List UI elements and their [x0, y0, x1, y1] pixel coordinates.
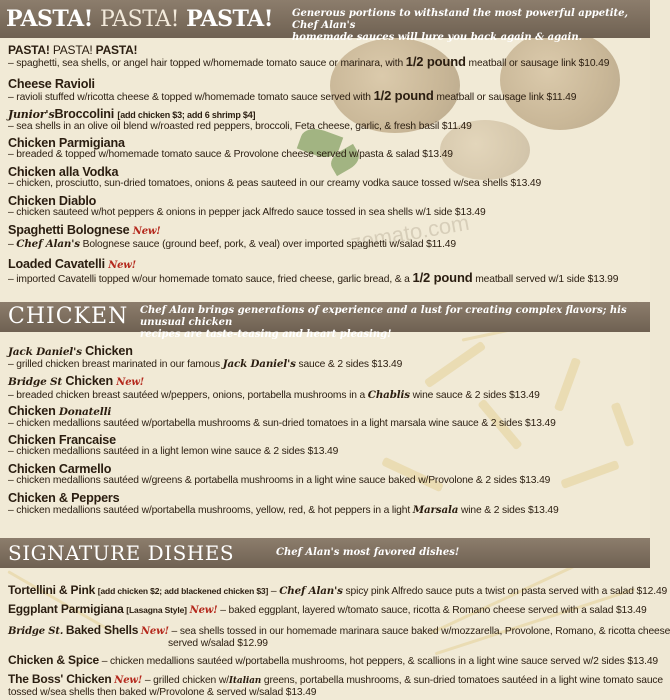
item-name: Spaghetti Bolognese New!: [8, 223, 161, 237]
menu-item: [8, 492, 644, 517]
menu-item: [8, 434, 644, 458]
item-description: – grilled chicken breast marinated in our famous Jack Daniel's sauce & 2 sides $13.49: [8, 358, 403, 370]
new-badge: New!: [114, 675, 143, 686]
item-line: Bridge St. Baked Shells New! – sea shells tossed in our homemade marinara sauce baked w/mozzarella, Provolone, Romano, & ricotta cheese: [8, 623, 670, 637]
item-line: The Boss' Chicken New! – grilled chicken w/Italian greens, portabella mushrooms, & sun-dried tomatoes sautéed in a light wine tomato sauce: [8, 672, 663, 686]
menu-item: [8, 258, 644, 286]
menu-item: [8, 108, 644, 133]
item-line-2: tossed w/sea shells then baked w/Provolone & served w/salad $13.49: [8, 687, 317, 698]
item-name: Loaded Cavatelli New!: [8, 257, 136, 271]
item-name: Eggplant Parmigiana: [8, 602, 124, 616]
item-description: – sea shells in an olive oil blend w/roasted red peppers, broccoli, Feta cheese, garlic, & fresh basil $11.49: [8, 121, 472, 132]
new-badge: New!: [189, 605, 218, 616]
menu-item: [8, 463, 644, 487]
item-description: – chicken, prosciutto, sun-dried tomatoes, onions & peas sauteed in our creamy vodka sauce tossed w/sea shells $13.49: [8, 178, 542, 189]
item-description: – chicken medallions sautéed w/portabella mushrooms, yellow, red, & hot peppers in a light Marsala wine & 2 sides $13.49: [8, 504, 559, 516]
item-name: The Boss' Chicken: [8, 672, 112, 686]
item-name: Junior'sBroccolini [add chicken $3; add 6 shrimp $4]: [8, 107, 256, 121]
signature-header-tagline: Chef Alan's most favored dishes!: [276, 547, 460, 558]
watermark: zomato.com: [348, 209, 472, 256]
item-description: – chicken medallions sautéed w/portabella mushrooms & sun-dried tomatoes in a light marsala wine sauce & 2 sides $13.49: [8, 418, 556, 429]
signature-header: [0, 538, 650, 568]
item-name: Chicken Diablo: [8, 194, 97, 208]
item-line: Eggplant Parmigiana [Lasagna Style] New! – baked eggplant, layered w/tomato sauce, ricotta & Romano cheese served with a salad $13.49: [8, 602, 647, 616]
signature-header-title: SIGNATURE DISHES: [8, 541, 235, 565]
menu-item: [8, 602, 647, 617]
pasta-header-title: [6, 6, 273, 32]
menu-item: [8, 623, 670, 650]
item-name: Chicken & Peppers: [8, 491, 120, 505]
item-description: – ravioli stuffed w/ricotta cheese & topped w/homemade tomato sauce served with 1/2 pound meatball or sausage link $11.49: [8, 88, 577, 103]
item-name: Jack Daniel's Chicken: [8, 344, 133, 358]
new-badge: New!: [108, 260, 136, 271]
item-description: – breaded chicken breast sautéed w/peppers, onions, portabella mushrooms in a Chablis wine sauce & 2 sides $13.49: [8, 389, 540, 401]
item-description: – chicken medallions sautéed w/greens & portabella mushrooms in a light wine sauce baked w/Provolone & 2 sides $13.49: [8, 475, 551, 486]
new-badge: New!: [116, 377, 144, 388]
item-name: PASTA! PASTA! PASTA!: [8, 43, 138, 57]
chicken-header-tagline: Chef Alan brings generations of experience and a lust for creating complex flavors; his unusual chicken recipes are taste-teasing and heart pleasing!: [140, 305, 627, 340]
item-name: Chicken Francaise: [8, 433, 116, 447]
item-description: – chicken sauteed w/hot peppers & onions in pepper jack Alfredo sauce tossed in sea shells w/1 side $13.49: [8, 207, 486, 218]
menu-item: [8, 672, 663, 699]
item-name: Bridge St Chicken New!: [8, 374, 144, 388]
item-line: Chicken & Spice – chicken medallions sautéed w/portabella mushrooms, hot peppers, & scallions in a light wine sauce served w/2 sides $13.49: [8, 653, 658, 667]
item-name: Cheese Ravioli: [8, 77, 95, 91]
item-line: Tortellini & Pink [add chicken $2; add blackened chicken $3] – Chef Alan's spicy pink Alfredo sauce puts a twist on pasta served with a salad $12.49: [8, 583, 668, 597]
item-name: Baked Shells: [65, 623, 139, 637]
item-name: Chicken Carmello: [8, 462, 112, 476]
chicken-header-title: CHICKEN: [8, 304, 129, 329]
pasta-title-3: PASTA!: [186, 6, 273, 32]
item-description: – chicken medallions sautéed in a light lemon wine sauce & 2 sides $13.49: [8, 446, 339, 457]
new-badge: New!: [140, 626, 169, 637]
menu-item: [8, 44, 644, 70]
menu-item: [8, 78, 644, 104]
item-line-2: served w/salad $12.99: [168, 638, 268, 649]
new-badge: New!: [132, 226, 161, 237]
pasta-title-1: PASTA!: [6, 6, 93, 32]
item-description: – spaghetti, sea shells, or angel hair topped w/homemade tomato sauce or marinara, with 1/2 pound meatball or sausage link $10.49: [8, 54, 610, 69]
item-description: – breaded & topped w/homemade tomato sauce & Provolone cheese served w/pasta & salad $13.49: [8, 149, 453, 160]
item-name: Tortellini & Pink: [8, 583, 96, 597]
menu-item: [8, 345, 644, 371]
menu-item: [8, 224, 644, 251]
chicken-header: [0, 302, 650, 340]
item-name: Chicken Parmigiana: [8, 136, 125, 150]
item-name: Chicken alla Vodka: [8, 165, 119, 179]
menu-item: [8, 653, 658, 668]
pasta-header-tagline: Generous portions to withstand the most powerful appetite, Chef Alan's homemade sauces will lure you back again & again.: [292, 8, 628, 43]
item-name: Chicken & Spice: [8, 653, 100, 667]
menu-item: [8, 166, 644, 190]
item-name: Chicken Donatelli: [8, 404, 112, 418]
menu-item: [8, 583, 668, 598]
pasta-header: [0, 0, 650, 43]
item-description: – imported Cavatelli topped w/our homemade tomato sauce, fried cheese, garlic bread, & a 1/2 pound meatball served w/1 side $13.99: [8, 270, 619, 285]
menu-item: [8, 405, 644, 430]
item-description: – Chef Alan's Bolognese sauce (ground beef, pork, & veal) over imported spaghetti w/salad $11.49: [8, 238, 456, 250]
menu-item: [8, 195, 644, 219]
menu-item: [8, 137, 644, 161]
pasta-title-2: PASTA!: [99, 7, 179, 32]
menu-item: [8, 375, 644, 402]
